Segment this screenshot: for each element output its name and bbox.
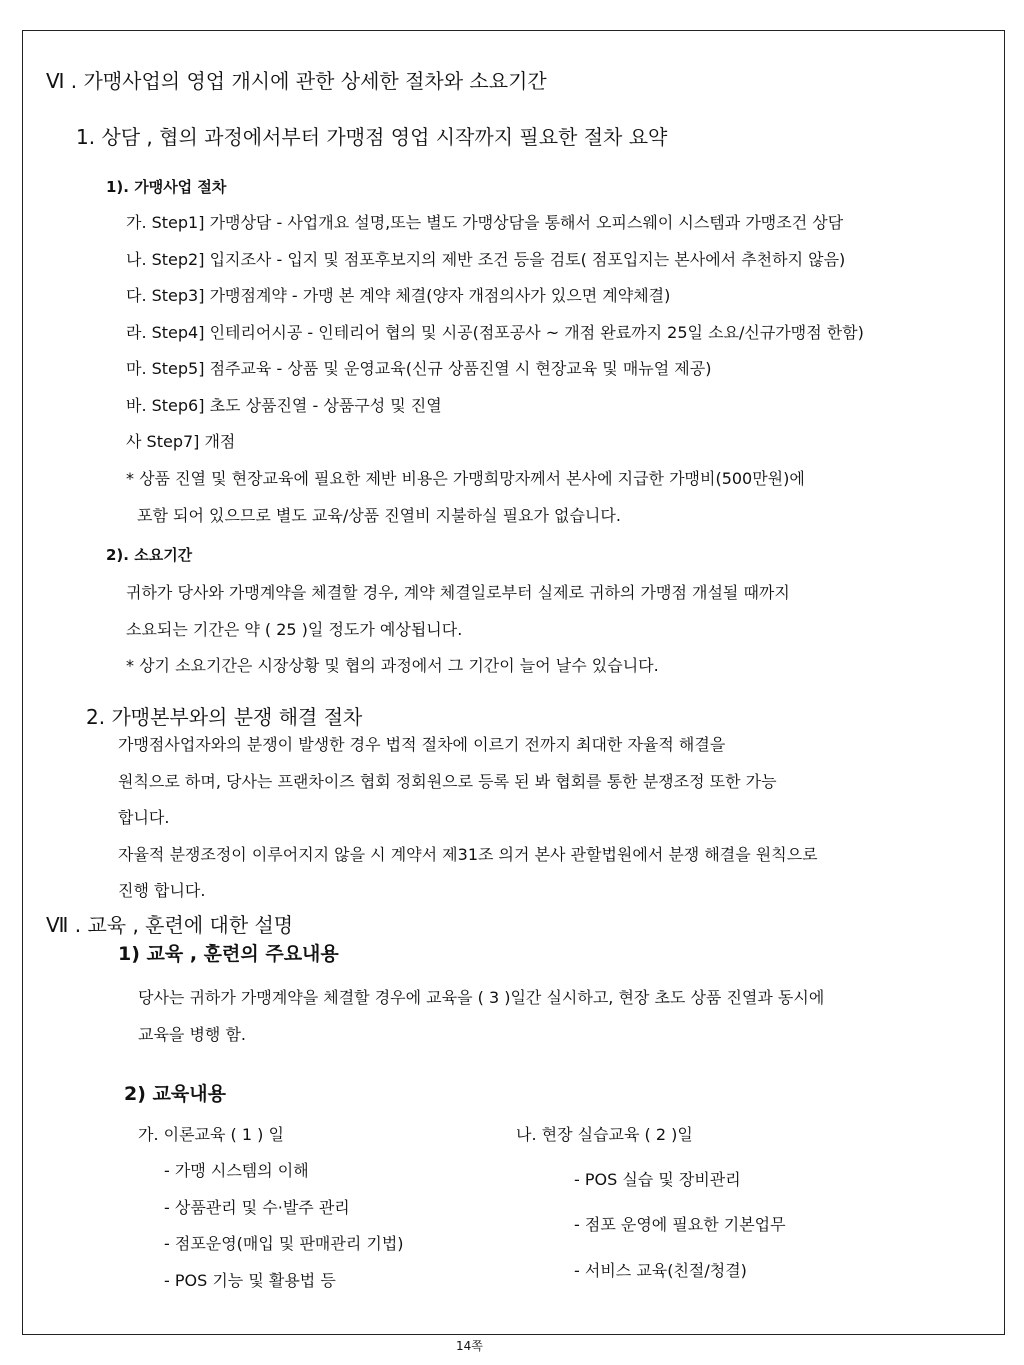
section6-sub1-title: 1. 상담 , 협의 과정에서부터 가맹점 영업 시작까지 필요한 절차 요약 [76,125,668,149]
section6-title: Ⅵ . 가맹사업의 영업 개시에 관한 상세한 절차와 소요기간 [46,69,547,93]
period-line1: 귀하가 당사와 가맹계약을 체결할 경우, 계약 체결일로부터 실제로 귀하의 가맹점 개설될 때까지 [126,583,790,602]
procedure-heading: 1). 가맹사업 절차 [106,178,227,196]
training-main-heading: 1) 교육 , 훈련의 주요내용 [118,943,339,965]
theory-item-1: - 가맹 시스템의 이해 [164,1161,309,1180]
section7-title: Ⅶ . 교육 , 훈련에 대한 설명 [46,913,294,937]
training-line2: 교육을 병행 함. [138,1025,246,1044]
step-4: 라. Step4] 인테리어시공 - 인테리어 협의 및 시공(점포공사 ~ 개점 완료까지 25일 소요/신규가맹점 한함) [126,323,864,342]
training-line1: 당사는 귀하가 가맹계약을 체결할 경우에 교육을 ( 3 )일간 실시하고, 현장 초도 상품 진열과 동시에 [138,988,825,1007]
theory-item-2: - 상품관리 및 수·발주 관리 [164,1198,350,1217]
step-5: 마. Step5] 점주교육 - 상품 및 운영교육(신규 상품진열 시 현장교육 및 매뉴얼 제공) [126,359,712,378]
step-6: 바. Step6] 초도 상품진열 - 상품구성 및 진열 [126,396,442,415]
practical-training-title: 나. 현장 실습교육 ( 2 )일 [516,1125,693,1144]
step-3: 다. Step3] 가맹점계약 - 가맹 본 계약 체결(양자 개점의사가 있으면 계약체결) [126,286,671,305]
procedure-note-line1: * 상품 진열 및 현장교육에 필요한 제반 비용은 가맹희망자께서 본사에 지급한 가맹비(500만원)에 [126,469,805,488]
period-note: * 상기 소요기간은 시장상황 및 협의 과정에서 그 기간이 늘어 날수 있습니다. [126,656,659,675]
training-content-heading: 2) 교육내용 [124,1083,226,1105]
dispute-line1: 가맹점사업자와의 분쟁이 발생한 경우 법적 절차에 이르기 전까지 최대한 자율적 해결을 [118,735,726,754]
period-line2: 소요되는 기간은 약 ( 25 )일 정도가 예상됩니다. [126,620,463,639]
dispute-line3: 합니다. [118,808,170,827]
dispute-line4: 자율적 분쟁조정이 이루어지지 않을 시 계약서 제31조 의거 본사 관할법원에서 분쟁 해결을 원칙으로 [118,845,818,864]
step-7: 사 Step7] 개점 [126,432,236,451]
dispute-line5: 진행 합니다. [118,881,206,900]
period-heading: 2). 소요기간 [106,546,193,564]
dispute-heading: 2. 가맹본부와의 분쟁 해결 절차 [86,705,363,729]
procedure-note-line2: 포함 되어 있으므로 별도 교육/상품 진열비 지불하실 필요가 없습니다. [137,506,621,525]
page-number: 14쪽 [456,1339,483,1353]
practical-item-2: - 점포 운영에 필요한 기본업무 [574,1215,786,1234]
practical-item-1: - POS 실습 및 장비관리 [574,1170,741,1189]
dispute-line2: 원칙으로 하며, 당사는 프랜차이즈 협회 정회원으로 등록 된 봐 협회를 통한 분쟁조정 또한 가능 [118,772,777,791]
theory-item-4: - POS 기능 및 활용법 등 [164,1271,336,1290]
practical-item-3: - 서비스 교육(친절/청결) [574,1261,747,1280]
step-2: 나. Step2] 입지조사 - 입지 및 점포후보지의 제반 조건 등을 검토( 점포입지는 본사에서 추천하지 않음) [126,250,846,269]
theory-training-title: 가. 이론교육 ( 1 ) 일 [138,1125,284,1144]
theory-item-3: - 점포운영(매입 및 판매관리 기법) [164,1234,404,1253]
step-1: 가. Step1] 가맹상담 - 사업개요 설명,또는 별도 가맹상담을 통해서 오피스웨이 시스템과 가맹조건 상담 [126,213,844,232]
